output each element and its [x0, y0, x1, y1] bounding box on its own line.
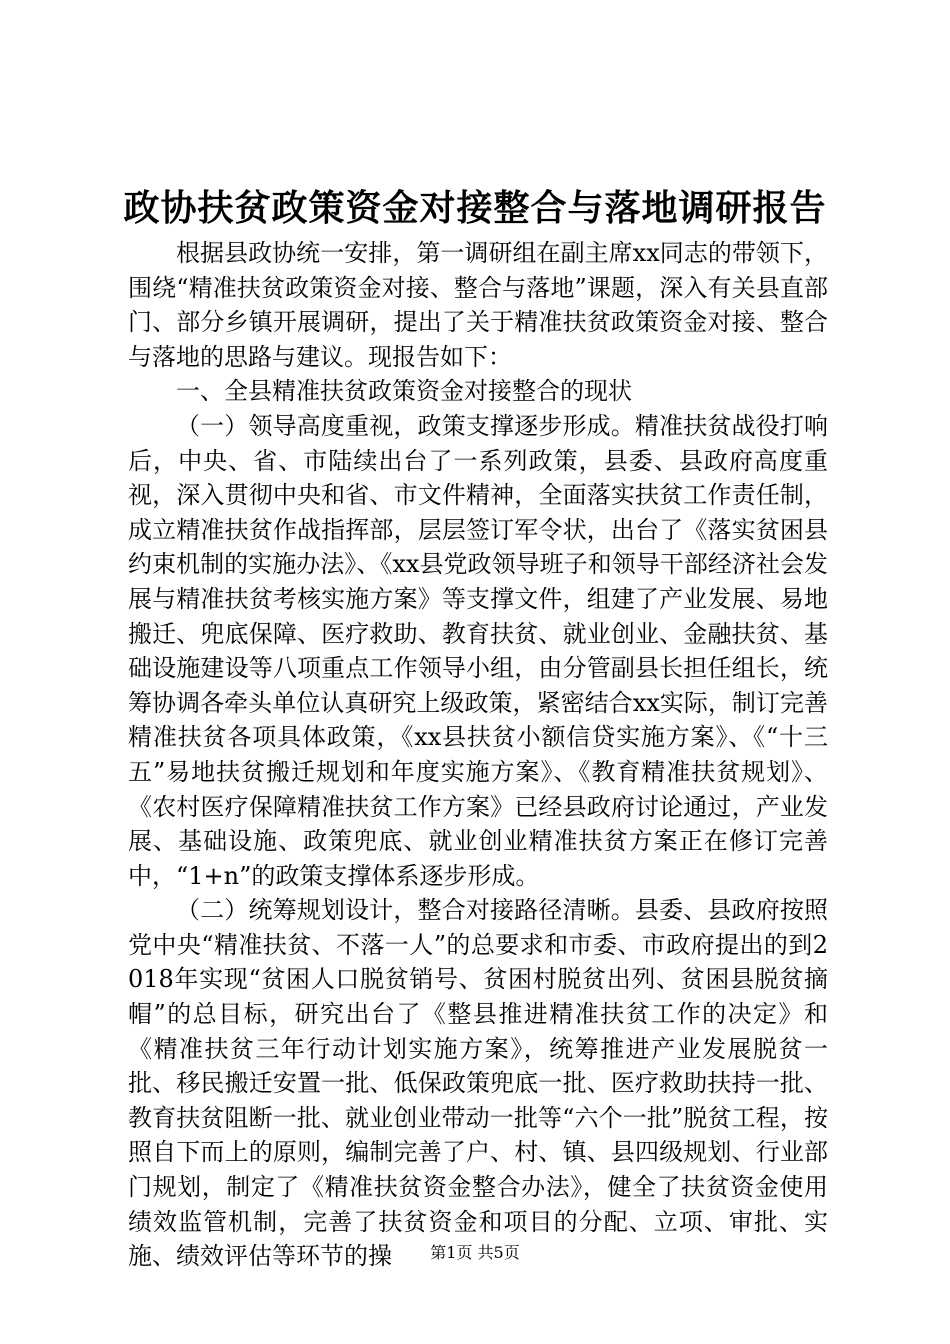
document-title: 政协扶贫政策资金对接整合与落地调研报告 — [123, 187, 827, 229]
intro-paragraph: 根据县政协统一安排，第一调研组在副主席xx同志的带领下，围绕“精准扶贫政策资金对接、整合与落地”课题，深入有关县直部门、部分乡镇开展调研，提出了关于精准扶贫政策资金对接、整合与落地的思路与建议。现报告如下： — [128, 239, 828, 371]
body-paragraph: （二）统筹规划设计，整合对接路径清晰。县委、县政府按照党中央“精准扶贫、不落一人”的总要求和市委、市政府提出的到2018年实现“贫困人口脱贫销号、贫困村脱贫出列、贫困县脱贫摘帽”的总目标，研究出台了《整县推进精准扶贫工作的决定》和《精准扶贫三年行动计划实施方案》，统筹推进产业发展脱贫一批、移民搬迁安置一批、低保政策兜底一批、医疗救助扶持一批、教育扶贫阻断一批、就业创业带动一批等“六个一批”脱贫工程，按照自下而上的原则，编制完善了户、村、镇、县四级规划、行业部门规划，制定了《精准扶贫资金整合办法》，健全了扶贫资金使用绩效监管机制，完善了扶贫资金和项目的分配、立项、审批、实施、绩效评估等环节的操 — [128, 896, 828, 1271]
page-footer: 第1页 共5页 — [430, 1243, 520, 1262]
body-paragraph: （一）领导高度重视，政策支撑逐步形成。精准扶贫战役打响后，中央、省、市陆续出台了一系列政策，县委、县政府高度重视，深入贯彻中央和省、市文件精神，全面落实扶贫工作责任制，成立精准扶贫作战指挥部，层层签订军令状，出台了《落实贫困县约束机制的实施办法》、《xx县党政领导班子和领导干部经济社会发展与精准扶贫考核实施方案》等支撑文件，组建了产业发展、易地搬迁、兜底保障、医疗救助、教育扶贫、就业创业、金融扶贫、基础设施建设等八项重点工作领导小组，由分管副县长担任组长，统筹协调各牵头单位认真研究上级政策，紧密结合xx实际，制订完善精准扶贫各项具体政策，《xx县扶贫小额信贷实施方案》、《“十三五”易地扶贫搬迁规划和年度实施方案》、《教育精准扶贫规划》、《农村医疗保障精准扶贫工作方案》已经县政府讨论通过，产业发展、基础设施、政策兜底、就业创业精准扶贫方案正在修订完善中，“1+n”的政策支撑体系逐步形成。 — [128, 411, 828, 890]
document-body — [128, 236, 828, 1274]
section-heading: 一、全县精准扶贫政策资金对接整合的现状 — [176, 377, 632, 406]
